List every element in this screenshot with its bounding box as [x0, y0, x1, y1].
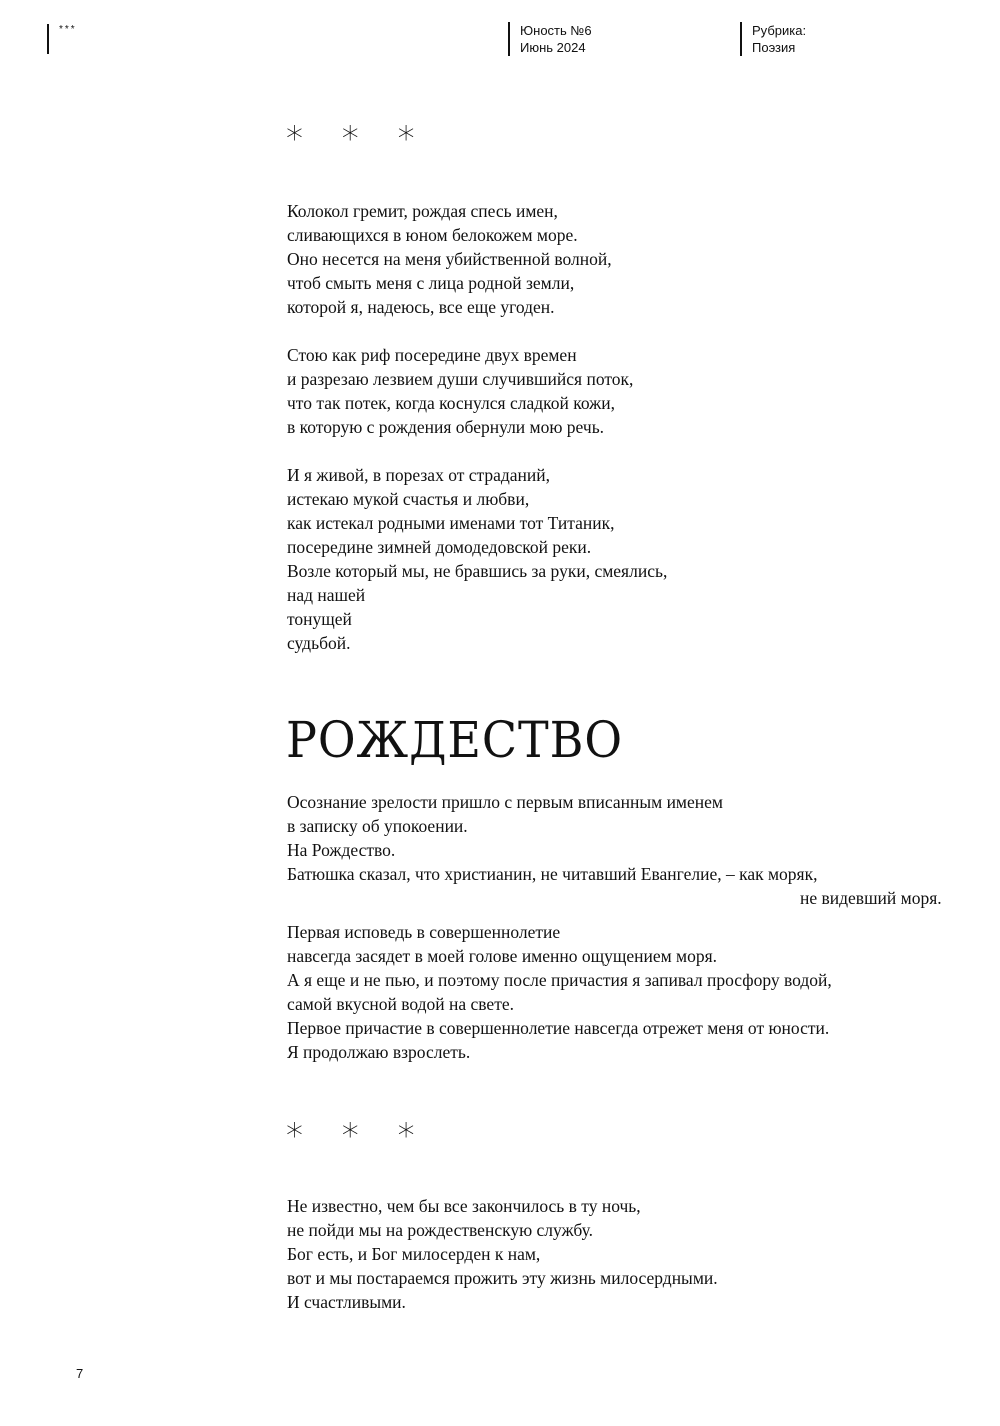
poem-line-indented: не видевший моря. — [800, 888, 942, 908]
poem-line: Не известно, чем бы все закончилось в ту ночь, — [287, 1196, 641, 1216]
poem2-stanza-2 — [287, 920, 942, 1064]
poem-line: как истекал родными именами тот Титаник, — [287, 513, 615, 533]
issue-date: Июнь 2024 — [520, 40, 586, 55]
poem-line: самой вкусной водой на свете. — [287, 994, 514, 1014]
poem-line: что так потек, когда коснулся сладкой кожи, — [287, 393, 615, 413]
poem-line: И счастливыми. — [287, 1292, 406, 1312]
poem1-asterisks: * * * — [286, 119, 429, 159]
poem3-asterisks: * * * — [286, 1116, 429, 1156]
poem-line: судьбой. — [287, 633, 351, 653]
poem-line: над нашей — [287, 585, 366, 605]
poem2-body — [287, 790, 942, 1088]
poem3-body — [287, 1194, 718, 1338]
poem-line: чтоб смыть меня с лица родной земли, — [287, 273, 575, 293]
poem-line: в записку об упокоении. — [287, 816, 468, 836]
poem-line: На Рождество. — [287, 840, 396, 860]
poem-line: Первое причастие в совершеннолетие навсегда отрежет меня от юности. — [287, 1018, 830, 1038]
poem-line: тонущей — [287, 609, 352, 629]
poem1-stanza-1 — [287, 199, 667, 319]
poem-line: Бог есть, и Бог милосерден к нам, — [287, 1244, 541, 1264]
section-mark-text: *** — [59, 24, 77, 35]
poem1-body — [287, 199, 667, 679]
header-rubric — [740, 22, 806, 56]
poem3-stanza-1 — [287, 1194, 718, 1314]
poem1-stanza-2 — [287, 343, 667, 439]
poem-line: Оно несется на меня убийственной волной, — [287, 249, 612, 269]
poem-line: вот и мы постараемся прожить эту жизнь милосердными. — [287, 1268, 718, 1288]
rubric-value: Поэзия — [752, 40, 796, 55]
poem-line: которой я, надеюсь, все еще угоден. — [287, 297, 555, 317]
poem-line: навсегда засядет в моей голове именно ощущением моря. — [287, 946, 718, 966]
header-section-mark — [47, 24, 77, 54]
poem-line: посередине зимней домодедовской реки. — [287, 537, 592, 557]
poem-line: Я продолжаю взрослеть. — [287, 1042, 471, 1062]
poem-line: истекаю мукой счастья и любви, — [287, 489, 530, 509]
poem-line: в которую с рождения обернули мою речь. — [287, 417, 605, 437]
poem-line: А я еще и не пью, и поэтому после причастия я запивал просфору водой, — [287, 970, 832, 990]
poem2-stanza-1 — [287, 790, 942, 910]
rubric-label: Рубрика: — [752, 23, 807, 38]
header-issue — [508, 22, 592, 56]
poem-line: Первая исповедь в совершеннолетие — [287, 922, 561, 942]
poem-line: Колокол гремит, рождая спесь имен, — [287, 201, 558, 221]
page-number: 7 — [76, 1366, 84, 1381]
poem-line: не пойди мы на рождественскую службу. — [287, 1220, 594, 1240]
poem-line: Стою как риф посередине двух времен — [287, 345, 577, 365]
poem1-stanza-3 — [287, 463, 667, 655]
poem-line: Батюшка сказал, что христианин, не читавший Евангелие, – как моряк, — [287, 864, 818, 884]
poem-line: Осознание зрелости пришло с первым вписанным именем — [287, 792, 723, 812]
magazine-name: Юность №6 — [520, 23, 592, 38]
poem-line: и разрезаю лезвием души случившийся поток, — [287, 369, 634, 389]
poem2-title: РОЖДЕСТВО — [286, 711, 624, 769]
poem-line: Возле который мы, не бравшись за руки, смеялись, — [287, 561, 668, 581]
poem-line: И я живой, в порезах от страданий, — [287, 465, 551, 485]
poem-line: сливающихся в юном белокожем море. — [287, 225, 578, 245]
